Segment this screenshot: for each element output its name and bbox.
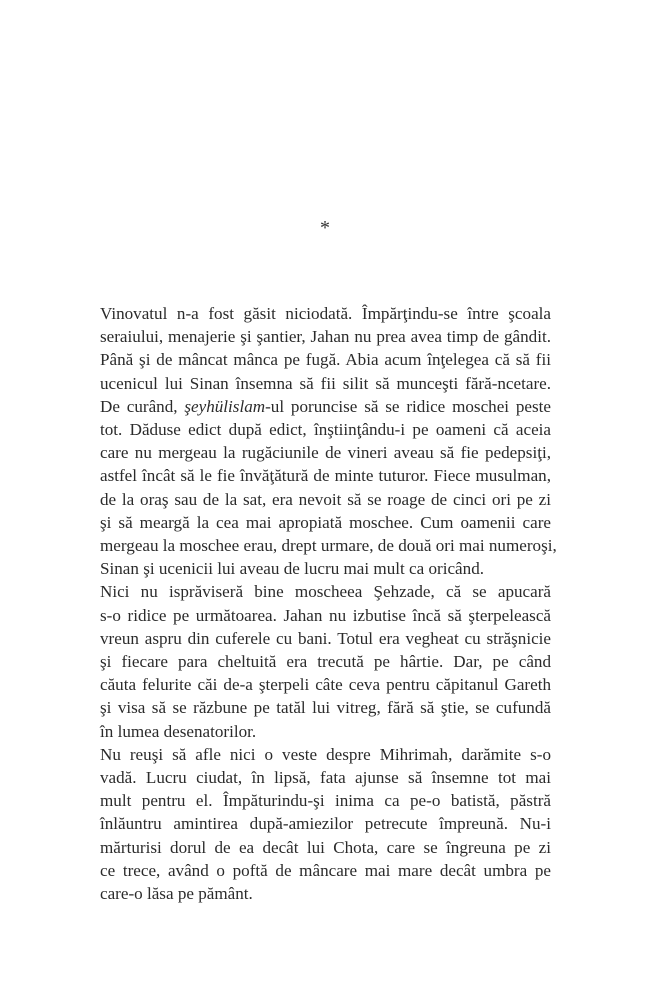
text-line: de la oraş sau de la sat, era nevoit să se roage de cinci ori pe zi bbox=[100, 489, 551, 509]
text-line: mult pentru el. Împăturindu-şi inima ca pe-o batistă, păstră bbox=[100, 791, 551, 811]
text-line: care nu mergeau la rugăciunile de vineri aveau să fie pedepsiţi, bbox=[100, 443, 551, 463]
body-text bbox=[100, 302, 557, 905]
text-line: tot. Dăduse edict după edict, înştiinţându-i pe oameni că aceia bbox=[100, 420, 551, 440]
text-line: mărturisi dorul de ea decât lui Chota, care se îngreuna pe zi bbox=[100, 837, 551, 857]
text-line: astfel încât să le fie învăţătură de minte tuturor. Fiece musulman, bbox=[100, 466, 551, 486]
text-line: s-o ridice pe următoarea. Jahan nu izbutise încă să şterpelească bbox=[100, 605, 551, 625]
section-separator-asterisk: * bbox=[320, 217, 330, 239]
italic-term: şeyhülislam bbox=[184, 396, 266, 416]
text-fragment: -ul poruncise să se ridice moschei peste bbox=[265, 396, 551, 416]
text-line: seraiului, menajerie şi şantier, Jahan nu prea avea timp de gândit. bbox=[100, 327, 551, 347]
text-line: şi visa să se răzbune pe tatăl lui vitreg, fără să ştie, se cufundă bbox=[100, 698, 551, 718]
text-line: căuta felurite căi de-a şterpeli câte ceva pentru căpitanul Gareth bbox=[100, 675, 551, 695]
text-fragment: De curând, bbox=[100, 396, 185, 416]
text-line: Nu reuşi să afle nici o veste despre Mihrimah, darămite s-o bbox=[100, 744, 551, 764]
paragraph-3 bbox=[100, 743, 551, 905]
paragraph-2 bbox=[100, 580, 551, 742]
text-line: Sinan şi ucenicii lui aveau de lucru mai mult ca oricând. bbox=[100, 559, 485, 579]
text-line: Nici nu isprăviseră bine moscheea Şehzade, că se apucară bbox=[100, 582, 551, 602]
text-line: Vinovatul n-a fost găsit niciodată. Împărţindu-se între şcoala bbox=[100, 304, 551, 323]
text-line: în lumea desenatorilor. bbox=[100, 721, 257, 741]
text-line: vadă. Lucru ciudat, în lipsă, fata ajunse să însemne tot mai bbox=[100, 768, 551, 788]
text-line: ucenicul lui Sinan însemna să fii silit să munceşti fără-ncetare. bbox=[100, 373, 551, 393]
text-line bbox=[100, 395, 551, 418]
text-line: mergeau la moschee erau, drept urmare, de două ori mai numeroşi, bbox=[100, 536, 557, 556]
text-line: care-o lăsa pe pământ. bbox=[100, 884, 253, 904]
paragraph-1 bbox=[100, 302, 557, 580]
text-line: şi să meargă la cea mai apropiată moschee. Cum oamenii care bbox=[100, 512, 551, 532]
text-line: vreun aspru din cuferele cu bani. Totul era vegheat cu străşnicie bbox=[100, 628, 551, 648]
text-line: şi fiecare para cheltuită era trecută pe hârtie. Dar, pe când bbox=[100, 652, 551, 672]
text-line: Până şi de mâncat mânca pe fugă. Abia acum înţelegea că să fii bbox=[100, 350, 551, 370]
text-line: înlăuntru amintirea după-amiezilor petrecute împreună. Nu-i bbox=[100, 814, 551, 834]
text-line: ce trece, având o poftă de mâncare mai mare decât umbra pe bbox=[100, 860, 551, 880]
